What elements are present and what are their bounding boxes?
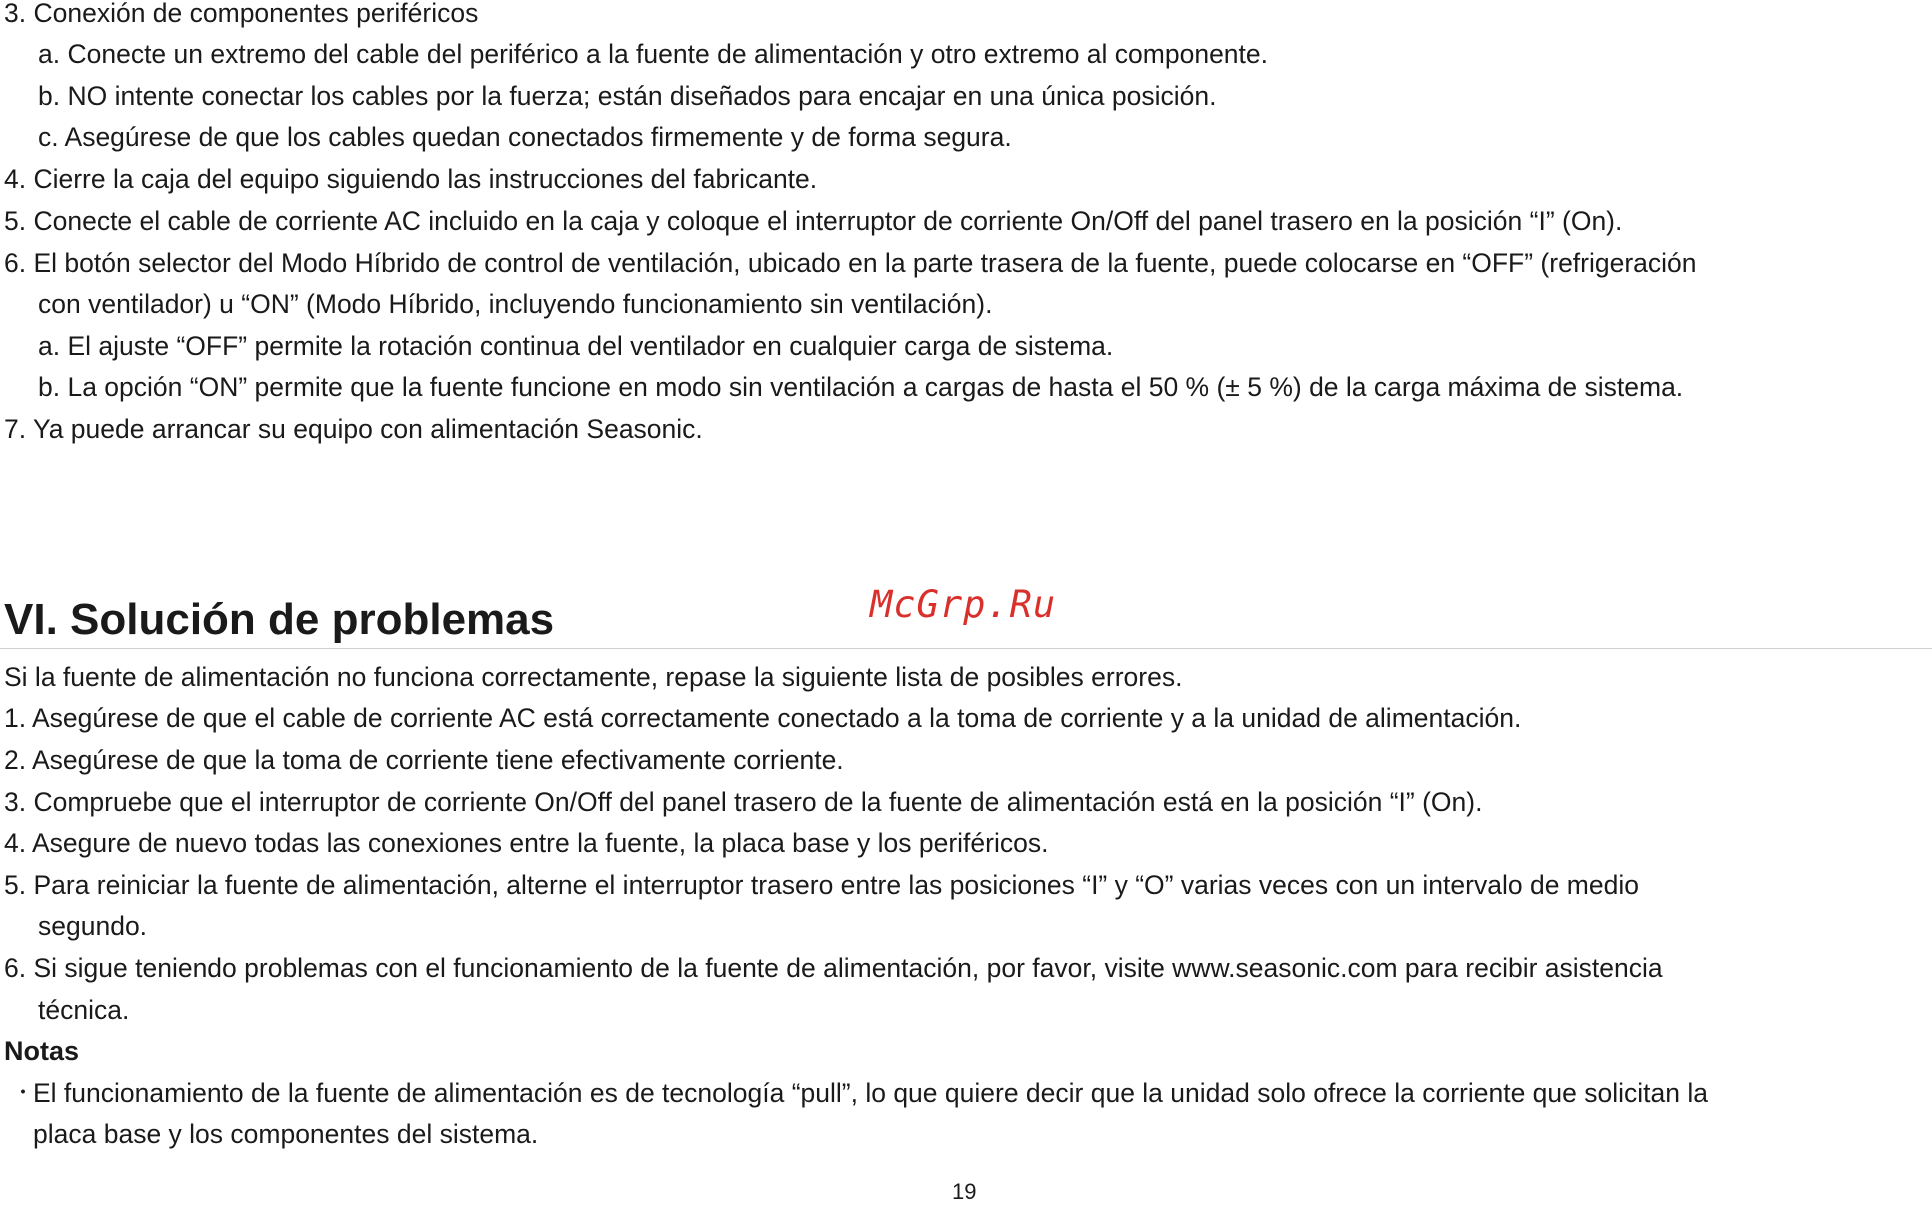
bullet-icon: ・ [12, 1080, 35, 1105]
step-4: 4. Cierre la caja del equipo siguiendo las instrucciones del fabricante. [4, 164, 818, 194]
troubleshooting-item-6: 6. Si sigue teniendo problemas con el funcionamiento de la fuente de alimentación, por favor, visite www.seasonic.com para recibir asistencia [4, 953, 1663, 983]
step-6-continued: con ventilador) u “ON” (Modo Híbrido, incluyendo funcionamiento sin ventilación). [38, 289, 993, 319]
step-3: 3. Conexión de componentes periféricos [4, 0, 479, 28]
troubleshooting-item-2: 2. Asegúrese de que la toma de corriente tiene efectivamente corriente. [4, 745, 844, 775]
page-number: 19 [952, 1179, 977, 1204]
note-1-continued: placa base y los componentes del sistema. [33, 1119, 539, 1149]
step-6b: b. La opción “ON” permite que la fuente funcione en modo sin ventilación a cargas de hasta el 50 % (± 5 %) de la carga máxima de sistema. [38, 372, 1684, 402]
heading-divider [0, 648, 1932, 649]
notes-title: Notas [4, 1036, 80, 1066]
troubleshooting-intro: Si la fuente de alimentación no funciona correctamente, repase la siguiente lista de posibles errores. [4, 662, 1183, 692]
troubleshooting-item-6-continued: técnica. [38, 995, 130, 1025]
section-heading: VI. Solución de problemas [4, 595, 555, 644]
troubleshooting-item-5-continued: segundo. [38, 911, 148, 941]
step-5: 5. Conecte el cable de corriente AC incluido en la caja y coloque el interruptor de corriente On/Off del panel trasero en la posición “I” (On). [4, 206, 1623, 236]
step-6: 6. El botón selector del Modo Híbrido de control de ventilación, ubicado en la parte trasera de la fuente, puede colocarse en “OFF” (refrigeración [4, 248, 1697, 278]
troubleshooting-item-3: 3. Compruebe que el interruptor de corriente On/Off del panel trasero de la fuente de alimentación está en la posición “I” (On). [4, 787, 1483, 817]
step-3a: a. Conecte un extremo del cable del periférico a la fuente de alimentación y otro extremo al componente. [38, 39, 1269, 69]
step-3b: b. NO intente conectar los cables por la fuerza; están diseñados para encajar en una única posición. [38, 81, 1217, 111]
troubleshooting-item-5: 5. Para reiniciar la fuente de alimentación, alterne el interruptor trasero entre las posiciones “I” y “O” varias veces con un intervalo de medio [4, 870, 1639, 900]
step-3c: c. Asegúrese de que los cables quedan conectados firmemente y de forma segura. [38, 122, 1012, 152]
troubleshooting-item-4: 4. Asegure de nuevo todas las conexiones entre la fuente, la placa base y los periféricos. [4, 828, 1049, 858]
troubleshooting-item-1: 1. Asegúrese de que el cable de corriente AC está correctamente conectado a la toma de corriente y a la unidad de alimentación. [4, 703, 1522, 733]
watermark-text: McGrp.Ru [870, 583, 1057, 626]
step-6a: a. El ajuste “OFF” permite la rotación continua del ventilador en cualquier carga de sistema. [38, 331, 1114, 361]
note-1: El funcionamiento de la fuente de alimentación es de tecnología “pull”, lo que quiere decir que la unidad solo ofrece la corriente que solicitan la [33, 1078, 1708, 1108]
step-7: 7. Ya puede arrancar su equipo con alimentación Seasonic. [4, 414, 703, 444]
